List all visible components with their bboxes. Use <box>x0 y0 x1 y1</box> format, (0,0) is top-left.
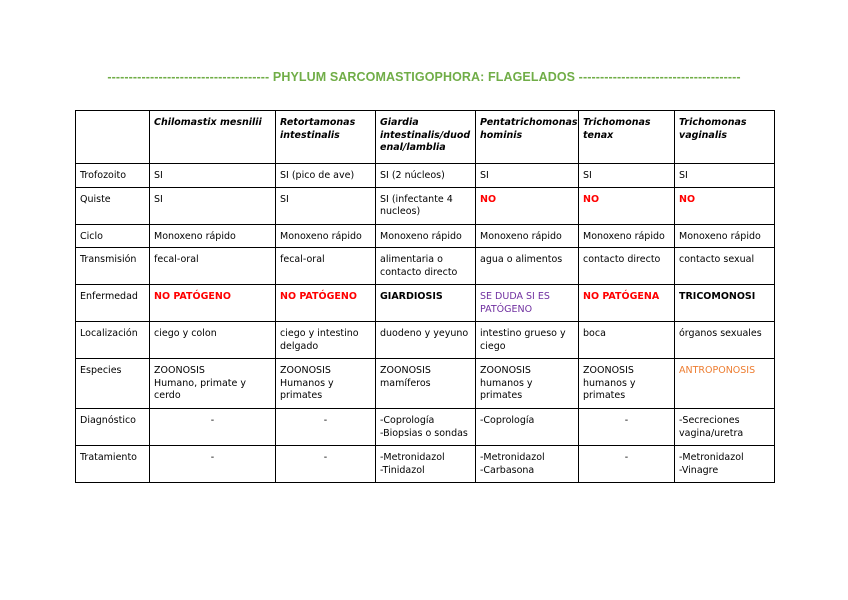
table-cell: duodeno y yeyuno <box>376 322 476 359</box>
table-cell: -Coprología -Biopsias o sondas <box>376 409 476 446</box>
table-cell: ciego y colon <box>150 322 276 359</box>
table-cell: NO PATÓGENO <box>150 285 276 322</box>
header-cell-giardia: Giardia intestinalis/duod enal/lamblia <box>376 111 476 164</box>
table-cell: fecal-oral <box>150 248 276 285</box>
table-cell: - <box>276 409 376 446</box>
table-cell: agua o alimentos <box>476 248 579 285</box>
table-cell: ZOONOSIS Humanos y primates <box>276 359 376 409</box>
header-cell-retortamonas: Retortamonas intestinalis <box>276 111 376 164</box>
row-label: Localización <box>76 322 150 359</box>
table-cell: -Metronidazol -Carbasona <box>476 446 579 483</box>
table-cell: contacto directo <box>579 248 675 285</box>
table-row-enfermedad <box>76 285 775 322</box>
table-cell: boca <box>579 322 675 359</box>
table-cell: GIARDIOSIS <box>376 285 476 322</box>
row-label: Tratamiento <box>76 446 150 483</box>
table-cell: ZOONOSIS humanos y primates <box>579 359 675 409</box>
table-cell: ZOONOSIS humanos y primates <box>476 359 579 409</box>
table-cell: alimentaria o contacto directo <box>376 248 476 285</box>
table-cell: ANTROPONOSIS <box>675 359 775 409</box>
header-cell-chilomastix: Chilomastix mesnilii <box>150 111 276 164</box>
table-cell: - <box>150 409 276 446</box>
table-cell: intestino grueso y ciego <box>476 322 579 359</box>
table-cell: SI <box>150 187 276 224</box>
row-label: Diagnóstico <box>76 409 150 446</box>
table-cell: SI <box>276 187 376 224</box>
table-cell: SI <box>476 164 579 188</box>
table-cell: NO <box>675 187 775 224</box>
table-cell: NO PATÓGENA <box>579 285 675 322</box>
table-cell: ZOONOSIS mamíferos <box>376 359 476 409</box>
table-cell: - <box>150 446 276 483</box>
table-cell: - <box>579 409 675 446</box>
row-label: Ciclo <box>76 224 150 248</box>
page-title: -------------------------------------- PHYLUM SARCOMASTIGOPHORA: FLAGELADOS -------------------------------------- <box>107 70 741 84</box>
header-cell-trichomonas-tenax: Trichomonas tenax <box>579 111 675 164</box>
table-cell: contacto sexual <box>675 248 775 285</box>
table-cell: NO <box>579 187 675 224</box>
table-cell: Monoxeno rápido <box>376 224 476 248</box>
table-cell: - <box>276 446 376 483</box>
table-cell: Monoxeno rápido <box>276 224 376 248</box>
table-cell: Monoxeno rápido <box>476 224 579 248</box>
table-row-tratamiento <box>76 446 775 483</box>
row-label: Especies <box>76 359 150 409</box>
table-cell: -Metronidazol -Tinidazol <box>376 446 476 483</box>
table-cell: NO <box>476 187 579 224</box>
table-cell: fecal-oral <box>276 248 376 285</box>
table-row-especies <box>76 359 775 409</box>
header-cell-pentatrichomonas: Pentatrichomonas hominis <box>476 111 579 164</box>
table-cell: SI (pico de ave) <box>276 164 376 188</box>
table-cell: SI <box>675 164 775 188</box>
header-cell-trichomonas-vaginalis: Trichomonas vaginalis <box>675 111 775 164</box>
table-row-ciclo <box>76 224 775 248</box>
table-cell: NO PATÓGENO <box>276 285 376 322</box>
table-cell: SE DUDA SI ES PATÓGENO <box>476 285 579 322</box>
table-cell: SI (infectante 4 nucleos) <box>376 187 476 224</box>
header-row <box>76 111 775 164</box>
row-label: Transmisión <box>76 248 150 285</box>
table-row-transmision <box>76 248 775 285</box>
table-cell: SI <box>579 164 675 188</box>
table-cell: Monoxeno rápido <box>675 224 775 248</box>
table-cell: -Coprología <box>476 409 579 446</box>
flagelados-table <box>75 110 775 483</box>
table-cell: ciego y intestino delgado <box>276 322 376 359</box>
table-cell: órganos sexuales <box>675 322 775 359</box>
table-cell: Monoxeno rápido <box>150 224 276 248</box>
table-cell: -Metronidazol -Vinagre <box>675 446 775 483</box>
table-cell: - <box>579 446 675 483</box>
table-cell: SI <box>150 164 276 188</box>
table-cell: -Secreciones vagina/uretra <box>675 409 775 446</box>
table-row-diagnostico <box>76 409 775 446</box>
header-cell-empty <box>76 111 150 164</box>
table-cell: Monoxeno rápido <box>579 224 675 248</box>
table-row-quiste <box>76 187 775 224</box>
row-label: Quiste <box>76 187 150 224</box>
table-cell: SI (2 núcleos) <box>376 164 476 188</box>
table-row-trofozoito <box>76 164 775 188</box>
row-label: Trofozoito <box>76 164 150 188</box>
row-label: Enfermedad <box>76 285 150 322</box>
table-row-localizacion <box>76 322 775 359</box>
table-cell: ZOONOSIS Humano, primate y cerdo <box>150 359 276 409</box>
table-cell: TRICOMONOSI <box>675 285 775 322</box>
